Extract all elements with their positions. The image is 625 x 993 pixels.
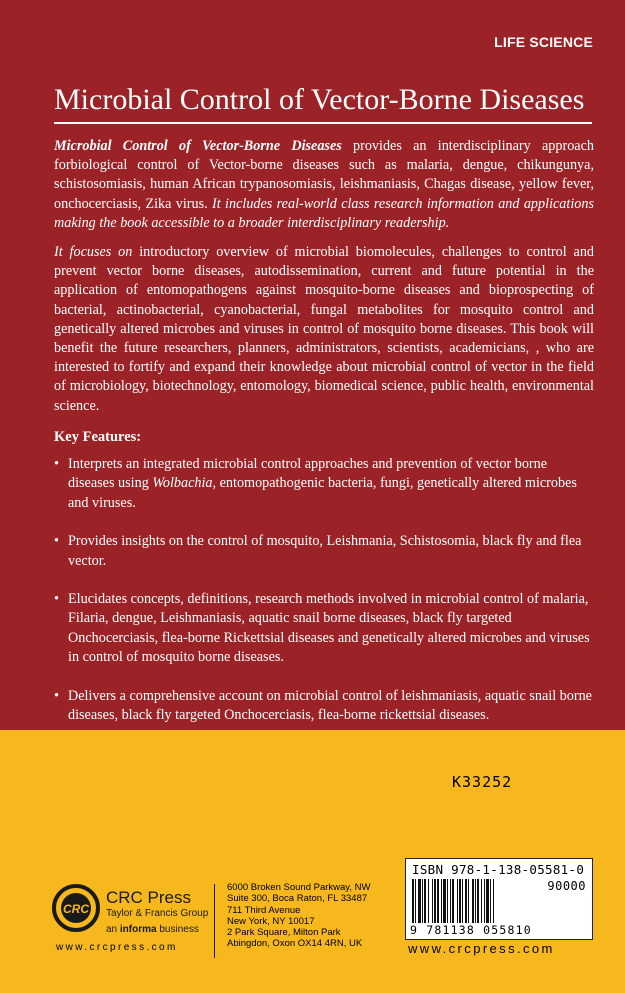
barcode-bar bbox=[493, 879, 494, 923]
publisher-group: Taylor & Francis Group bbox=[106, 908, 209, 919]
publisher-name: CRC Press bbox=[106, 888, 192, 907]
barcode-bar bbox=[428, 879, 429, 923]
barcode-bar bbox=[465, 879, 467, 923]
feature-item: • Delivers a comprehensive account on microbial control of leishmaniasis, aquatic snail borne diseases, black fly targeted Onchocerciasis, flea-borne rickettsial diseases. bbox=[54, 687, 594, 726]
barcode-bar bbox=[447, 879, 448, 923]
address-line: Suite 300, Boca Raton, FL 33487 bbox=[227, 893, 368, 905]
product-code: K33252 bbox=[452, 773, 513, 791]
barcode-bars bbox=[412, 879, 532, 923]
barcode-bar bbox=[424, 879, 426, 923]
publisher-tagline: an informa business bbox=[106, 924, 199, 935]
barcode-bar bbox=[490, 879, 491, 923]
logo-text: CRC bbox=[63, 902, 89, 916]
address-line: 6000 Broken Sound Parkway, NW bbox=[227, 882, 371, 893]
feature-item: • Elucidates concepts, definitions, research methods involved in microbial control of malaria, Filaria, dengue, Leishmaniasis, aquatic snail borne diseases, black fly targeted Onchocerciasis, flea-borne Rickettsial diseases and genetically altered microbes and viruses in control of mosquito borne diseases. bbox=[54, 590, 594, 668]
barcode-bar bbox=[415, 879, 416, 923]
description-paragraph-1: Microbial Control of Vector-Borne Diseases provides an interdisciplinary approach forbiological control of Vector-borne diseases such as malaria, dengue, chikungunya, schistosomiasis, human African trypanosomiasis, leishmaniasis, Chagas disease, yellow fever, onchocerciasis, Zika virus. It includes real-world class research information and applications making the book accessible to a broader interdisciplinary readership. bbox=[54, 138, 594, 231]
key-features-heading: Key Features: bbox=[54, 429, 142, 445]
book-title-inline: Microbial Control of Vector-Borne Diseases bbox=[54, 138, 342, 154]
barcode-bar bbox=[441, 879, 442, 923]
feature-item: • Interprets an integrated microbial control approaches and prevention of vector borne diseases using Wolbachia, entomopathogenic bacteria, fungi, genetically altered microbes and viruses. bbox=[54, 455, 594, 513]
barcode-bar bbox=[443, 879, 446, 923]
footer-url[interactable]: www.crcpress.com bbox=[408, 941, 555, 956]
barcode-bar bbox=[432, 879, 433, 923]
barcode-bar bbox=[459, 879, 461, 923]
barcode-bar bbox=[452, 879, 454, 923]
isbn-number: ISBN 978-1-138-05581-0 bbox=[412, 862, 585, 877]
ean-digits: 9 781138 055810 bbox=[410, 923, 532, 937]
category-label: LIFE SCIENCE bbox=[494, 34, 593, 50]
price-code: 90000 bbox=[547, 879, 586, 893]
barcode-bar bbox=[484, 879, 485, 923]
key-features-list bbox=[54, 455, 594, 744]
address-line: 711 Third Avenue bbox=[227, 904, 301, 916]
feature-item: • Provides insights on the control of mosquito, Leishmania, Schistosomia, black fly and flea vector. bbox=[54, 532, 594, 571]
barcode-bar bbox=[434, 879, 436, 923]
address-line: Abingdon, Oxon OX14 4RN, UK bbox=[227, 938, 363, 950]
barcode-bar bbox=[418, 879, 421, 923]
publisher-url[interactable]: www.crcpress.com bbox=[56, 942, 178, 953]
barcode-bar bbox=[457, 879, 458, 923]
barcode-bar bbox=[486, 879, 489, 923]
barcode-bar bbox=[412, 879, 414, 923]
crc-press-logo-icon bbox=[50, 882, 102, 934]
barcode-bar bbox=[477, 879, 479, 923]
address-line: 2 Park Square, Milton Park bbox=[227, 927, 341, 939]
barcode-bar bbox=[422, 879, 423, 923]
barcode-bar bbox=[472, 879, 474, 923]
book-title: Microbial Control of Vector-Borne Diseases bbox=[54, 83, 585, 116]
title-divider bbox=[54, 122, 592, 124]
barcode-bar bbox=[450, 879, 451, 923]
barcode-bar bbox=[481, 879, 482, 923]
barcode-bar bbox=[462, 879, 463, 923]
address-line: New York, NY 10017 bbox=[227, 915, 315, 927]
publisher-divider bbox=[214, 884, 215, 958]
description-paragraph-2: It focuses on introductory overview of microbial biomolecules, challenges to control and prevent vector borne diseases, autodissemination, current and future potential in the application of entomopathogens against mosquito-borne diseases and bioprospecting of bacterial, actinobacterial, cyanobacterial, fungal metabolites for mosquito control and genetically altered microbes and viruses in control of mosquito borne diseases. This book will benefit the future researchers, planners, administrators, scientists, academicians, , who are interested to fortify and expand their knowledge about microbial control of vector in the field of microbiology, biotechnology, entomology, biomedical science, public health, environmental science. bbox=[54, 244, 595, 414]
isbn-barcode bbox=[405, 858, 593, 940]
barcode-bar bbox=[468, 879, 469, 923]
publisher-addresses bbox=[227, 882, 370, 950]
barcode-bar bbox=[475, 879, 476, 923]
barcode-bar bbox=[437, 879, 439, 923]
